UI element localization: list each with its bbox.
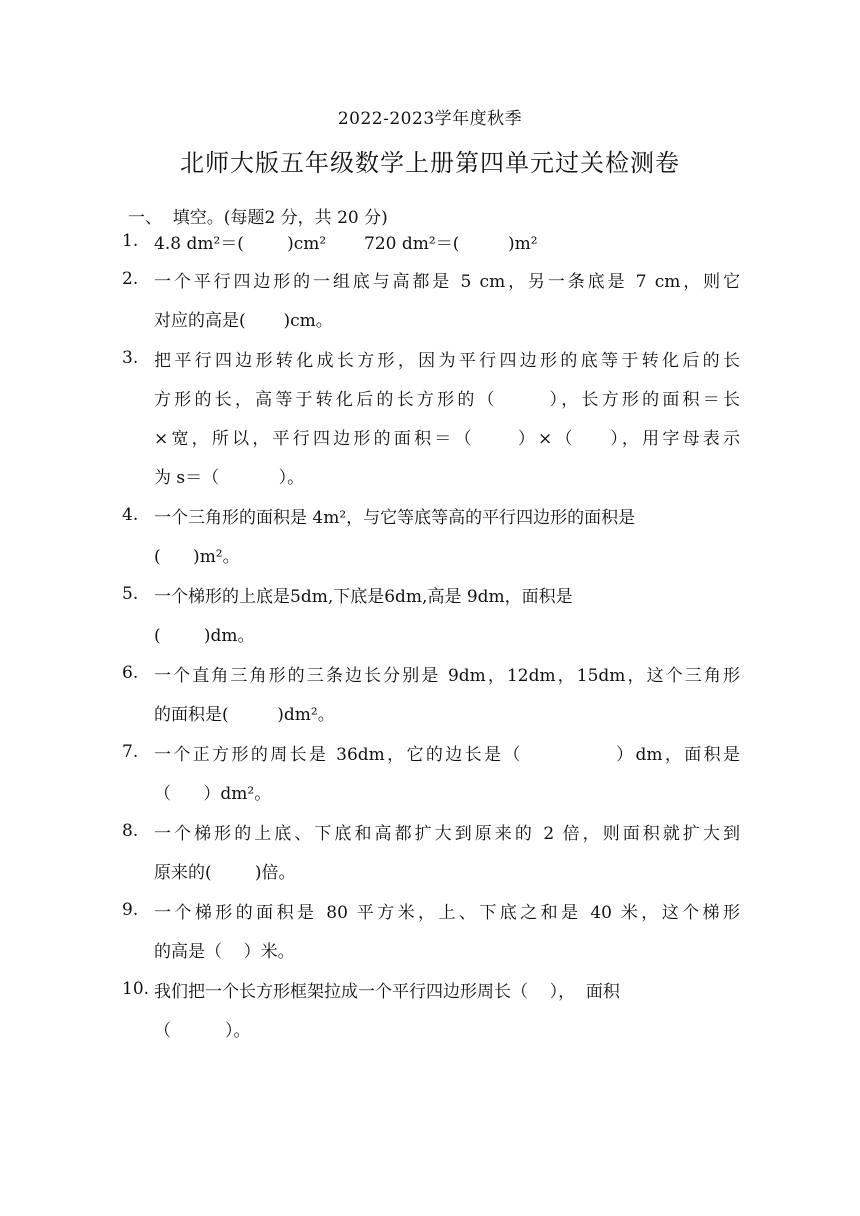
question-number: 5. bbox=[122, 584, 139, 604]
question-number: 8. bbox=[122, 821, 139, 841]
question-text: 4.8 dm²＝( )cm² 720 dm²＝( )m² bbox=[154, 234, 538, 254]
question-text: 为 s＝（ ）。 bbox=[154, 468, 305, 488]
question-text: 我们把一个长方形框架拉成一个平行四边形周长（ ）， 面积 bbox=[154, 982, 620, 1002]
question-text: ×宽，所以，平行四边形的面积＝（ ）×（ ），用字母表示 bbox=[154, 429, 740, 449]
question-text: 对应的高是( )cm。 bbox=[154, 311, 333, 331]
question-number: 6. bbox=[122, 663, 139, 683]
question-number: 9. bbox=[122, 900, 139, 920]
question-text: 方形的长，高等于转化后的长方形的（ ），长方形的面积＝长 bbox=[154, 390, 740, 410]
question-text: 一个直角三角形的三条边长分别是 9dm，12dm，15dm，这个三角形 bbox=[154, 666, 740, 686]
question-text: 的高是（ ）米。 bbox=[154, 942, 295, 962]
exam-subtitle: 2022-2023学年度秋季 bbox=[337, 109, 523, 129]
question-text: ( )dm。 bbox=[154, 626, 255, 646]
question-text: 一个正方形的周长是 36dm，它的边长是（ ）dm，面积是 bbox=[154, 745, 740, 765]
exam-title: 北师大版五年级数学上册第四单元过关检测卷 bbox=[180, 149, 680, 177]
question-number: 4. bbox=[122, 505, 139, 525]
question-text: 一个梯形的上底是5dm,下底是6dm,高是 9dm，面积是 bbox=[154, 587, 573, 607]
question-text: 的面积是( )dm²。 bbox=[154, 705, 335, 725]
question-text: 一个平行四边形的一组底与高都是 5 cm，另一条底是 7 cm，则它 bbox=[154, 272, 740, 292]
question-number: 7. bbox=[122, 742, 139, 762]
section-heading: 一、 填空。(每题2 分，共 20 分) bbox=[128, 208, 388, 228]
question-number: 10. bbox=[122, 979, 150, 999]
question-text: 一个三角形的面积是 4m²，与它等底等高的平行四边形的面积是 bbox=[154, 508, 636, 528]
question-text: ( )m²。 bbox=[154, 547, 240, 567]
question-text: （ ）dm²。 bbox=[154, 784, 272, 804]
question-text: 原来的( )倍。 bbox=[154, 863, 296, 883]
question-number: 3. bbox=[122, 348, 139, 368]
question-text: （ ）。 bbox=[154, 1021, 251, 1041]
question-number: 1. bbox=[122, 231, 139, 251]
question-text: 一个梯形的上底、下底和高都扩大到原来的 2 倍，则面积就扩大到 bbox=[154, 824, 740, 844]
question-text: 一个梯形的面积是 80 平方米，上、下底之和是 40 米，这个梯形 bbox=[154, 903, 740, 923]
question-number: 2. bbox=[122, 269, 139, 289]
question-text: 把平行四边形转化成长方形，因为平行四边形的底等于转化后的长 bbox=[154, 351, 740, 371]
